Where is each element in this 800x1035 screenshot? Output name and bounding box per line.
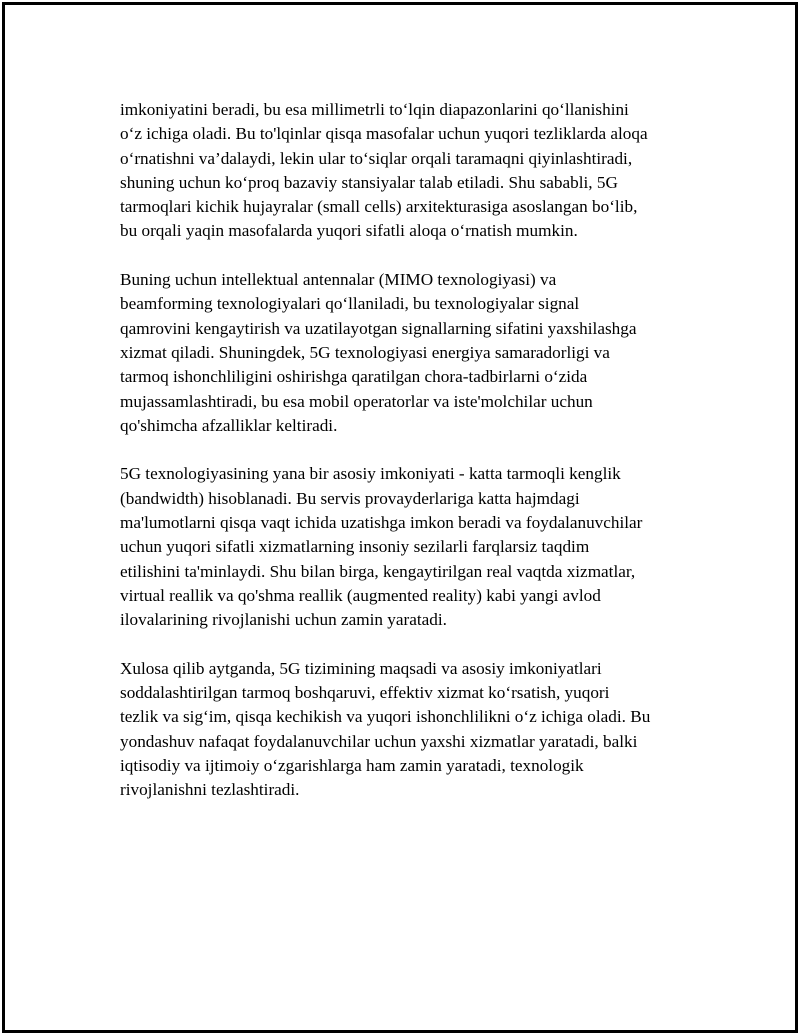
paragraph-1: imkoniyatini beradi, bu esa millimetrli to‘lqin diapazonlarini qo‘llanishini o‘z ichiga oladi. Bu to'lqinlar qisqa masofalar uchun yuqori tezliklarda aloqa o‘rnatishni va’dalaydi, lekin ular to‘siqlar orqali taramaqni qiyinlashtiradi, shuning uchun ko‘proq bazaviy stansiyalar talab etiladi. Shu sababli, 5G tarmoqlari kichik hujayralar (small cells) arxitekturasiga asoslangan bo‘lib, bu orqali yaqin masofalarda yuqori sifatli aloqa o‘rnatish mumkin.	[120, 100, 648, 241]
paragraph-2: Buning uchun intellektual antennalar (MIMO texnologiyasi) va beamforming texnologiyalari qo‘llaniladi, bu texnologiyalar signal qamrovini kengaytirish va uzatilayotgan signallarning sifatini yaxshilashga xizmat qiladi. Shuningdek, 5G texnologiyasi energiya samaradorligi va tarmoq ishonchliligini oshirishga qaratilgan chora-tadbirlarni o‘zida mujassamlashtiradi, bu esa mobil operatorlar va iste'molchilar uchun qo'shimcha afzalliklar keltiradi.	[120, 270, 637, 435]
document-body	[120, 98, 705, 827]
paragraph-3: 5G texnologiyasining yana bir asosiy imkoniyati - katta tarmoqli kenglik (bandwidth) hisoblanadi. Bu servis provayderlariga katta hajmdagi ma'lumotlarni qisqa vaqt ichida uzatishga imkon beradi va foydalanuvchilar uchun yuqori sifatli xizmatlarning insoniy sezilarli farqlarsiz taqdim etilishini ta'minlaydi. Shu bilan birga, kengaytirilgan real vaqtda xizmatlar, virtual reallik va qo'shma reallik (augmented reality) kabi yangi avlod ilovalarining rivojlanishi uchun zamin yaratadi.	[120, 464, 643, 630]
page-frame	[2, 2, 798, 1033]
paragraph-4: Xulosa qilib aytganda, 5G tizimining maqsadi va asosiy imkoniyatlari soddalashtirilgan tarmoq boshqaruvi, effektiv xizmat ko‘rsatish, yuqori tezlik va sig‘im, qisqa kechikish va yuqori ishonchlilikni o‘z ichiga oladi. Bu yondashuv nafaqat foydalanuvchilar uchun yaxshi xizmatlar yaratadi, balki iqtisodiy va ijtimoiy o‘zgarishlarga ham zamin yaratadi, texnologik rivojlanishni tezlashtiradi.	[120, 658, 651, 800]
